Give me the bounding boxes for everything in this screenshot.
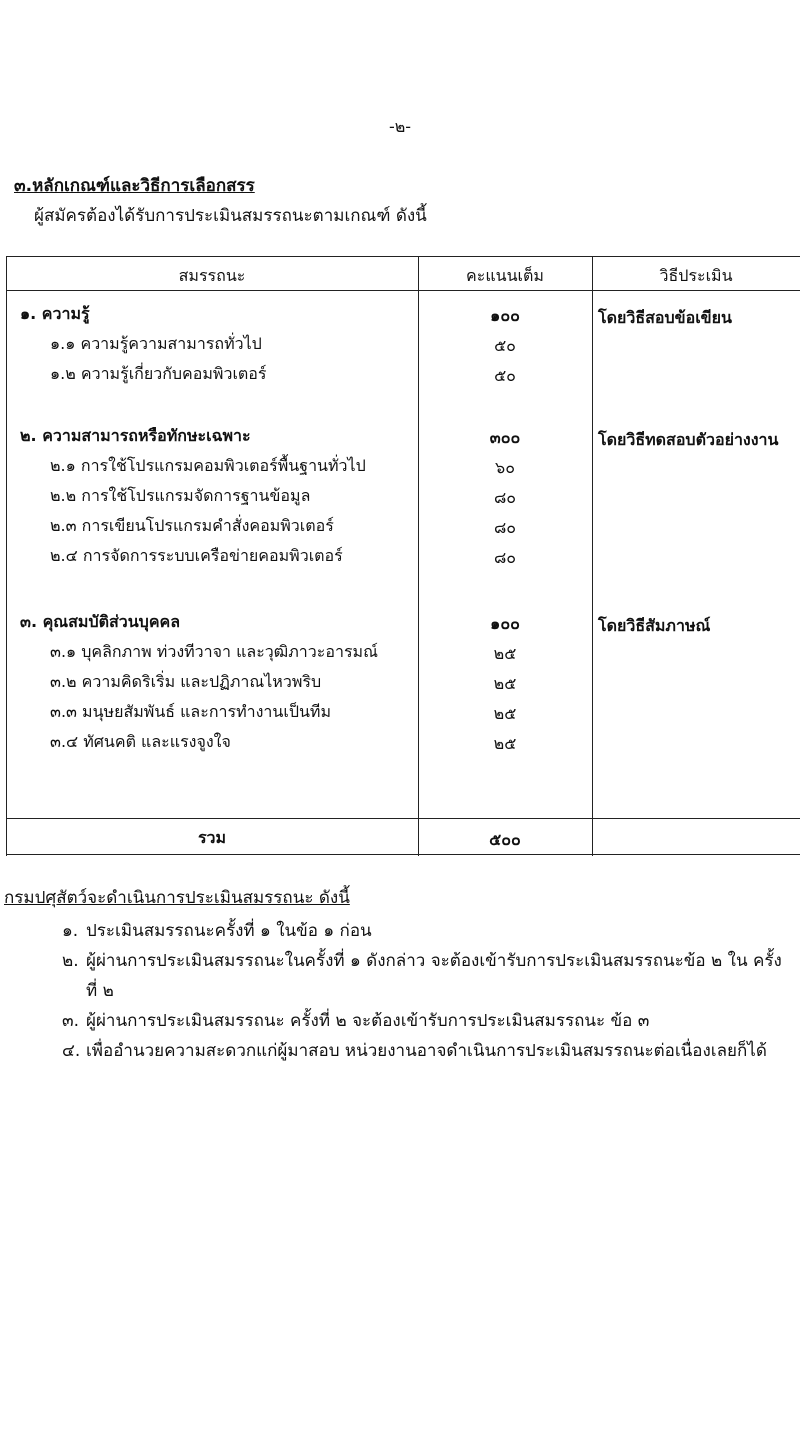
- group-method: โดยวิธีทดสอบตัวอย่างงาน: [598, 430, 779, 449]
- header-method: วิธีประเมิน: [659, 266, 733, 285]
- item-text: เพื่ออำนวยความสะดวกแก่ผู้มาสอบ หน่วยงานอาจดำเนินการประเมินสมรรถนะต่อเนื่องเลยก็ได้: [86, 1041, 767, 1061]
- item-label: ๒.๔ การจัดการระบบเครือข่ายคอมพิวเตอร์: [50, 546, 343, 565]
- table-header-divider: [6, 290, 800, 291]
- item-score: ๒๕: [493, 704, 517, 723]
- procedure-title: กรมปศุสัตว์จะดำเนินการประเมินสมรรถนะ ดังนี้: [4, 888, 350, 908]
- item-score: ๒๕: [493, 734, 517, 753]
- table-row: [6, 484, 800, 514]
- item-label: ๑.๑ ความรู้ความสามารถทั่วไป: [50, 334, 262, 353]
- table-row-group: [6, 302, 800, 332]
- group-score: ๑๐๐: [490, 614, 520, 633]
- group-method: โดยวิธีสัมภาษณ์: [598, 616, 711, 635]
- table-row: [6, 332, 800, 362]
- item-label: ๓.๓ มนุษยสัมพันธ์ และการทำงานเป็นทีม: [50, 702, 331, 721]
- group-method: โดยวิธีสอบข้อเขียน: [598, 308, 732, 327]
- item-text: ประเมินสมรรถนะครั้งที่ ๑ ในข้อ ๑ ก่อน: [86, 921, 372, 941]
- group-label: ๒. ความสามารถหรือทักษะเฉพาะ: [20, 426, 251, 445]
- page-number: -๒-: [388, 117, 412, 136]
- item-label: ๒.๑ การใช้โปรแกรมคอมพิวเตอร์พื้นฐานทั่วไป: [50, 456, 366, 475]
- item-text: ผู้ผ่านการประเมินสมรรถนะในครั้งที่ ๑ ดังกล่าว จะต้องเข้ารับการประเมินสมรรถนะข้อ ๒ ใน ครั้งที่ ๒: [86, 951, 782, 1001]
- group-label: ๓. คุณสมบัติส่วนบุคคล: [20, 612, 181, 631]
- list-item: [62, 1036, 782, 1066]
- total-score: ๕๐๐: [489, 830, 521, 849]
- item-score: ๘๐: [493, 518, 517, 537]
- item-text: ผู้ผ่านการประเมินสมรรถนะ ครั้งที่ ๒ จะต้องเข้ารับการประเมินสมรรถนะ ข้อ ๓: [86, 1011, 650, 1031]
- group-label: ๑. ความรู้: [20, 304, 90, 323]
- table-row: [6, 730, 800, 760]
- list-item: [62, 946, 782, 1006]
- item-number: ๑.: [62, 921, 79, 941]
- table-row: [6, 544, 800, 574]
- procedure-list: [62, 916, 782, 1066]
- table-border-bottom: [6, 854, 800, 855]
- item-score: ๘๐: [493, 548, 517, 567]
- competency-table: [6, 256, 800, 856]
- table-border-top: [6, 256, 800, 257]
- header-full-score: คะแนนเต็ม: [466, 266, 544, 285]
- item-label: ๓.๑ บุคลิกภาพ ท่วงทีวาจา และวุฒิภาวะอารมณ์: [50, 642, 378, 661]
- item-score: ๒๕: [493, 674, 517, 693]
- item-number: ๓.: [62, 1011, 80, 1031]
- table-total-divider: [6, 818, 800, 819]
- item-label: ๑.๒ ความรู้เกี่ยวกับคอมพิวเตอร์: [50, 364, 267, 383]
- table-row: [6, 514, 800, 544]
- item-score: ๖๐: [495, 458, 515, 477]
- list-item: [62, 916, 782, 946]
- item-score: ๘๐: [493, 488, 517, 507]
- table-row: [6, 670, 800, 700]
- item-label: ๓.๔ ทัศนคติ และแรงจูงใจ: [50, 732, 231, 751]
- header-competency: สมรรถนะ: [178, 266, 246, 285]
- table-row-group: [6, 424, 800, 454]
- group-score: ๓๐๐: [489, 428, 521, 447]
- item-number: ๔.: [62, 1041, 81, 1061]
- item-score: ๒๕: [493, 644, 517, 663]
- table-row-group: [6, 610, 800, 640]
- total-label: รวม: [197, 828, 227, 847]
- table-row: [6, 362, 800, 392]
- item-score: ๕๐: [494, 336, 516, 355]
- table-row: [6, 640, 800, 670]
- section-title: ๓.หลักเกณฑ์และวิธีการเลือกสรร: [14, 176, 255, 196]
- item-label: ๒.๒ การใช้โปรแกรมจัดการฐานข้อมูล: [50, 486, 311, 505]
- list-item: [62, 1006, 782, 1036]
- item-score: ๕๐: [494, 366, 516, 385]
- group-score: ๑๐๐: [490, 306, 520, 325]
- section-intro: ผู้สมัครต้องได้รับการประเมินสมรรถนะตามเกณฑ์ ดังนี้: [34, 206, 427, 226]
- item-number: ๒.: [62, 951, 79, 971]
- item-label: ๒.๓ การเขียนโปรแกรมคำสั่งคอมพิวเตอร์: [50, 516, 334, 535]
- table-row: [6, 454, 800, 484]
- table-row: [6, 700, 800, 730]
- item-label: ๓.๒ ความคิดริเริ่ม และปฏิภาณไหวพริบ: [50, 672, 322, 691]
